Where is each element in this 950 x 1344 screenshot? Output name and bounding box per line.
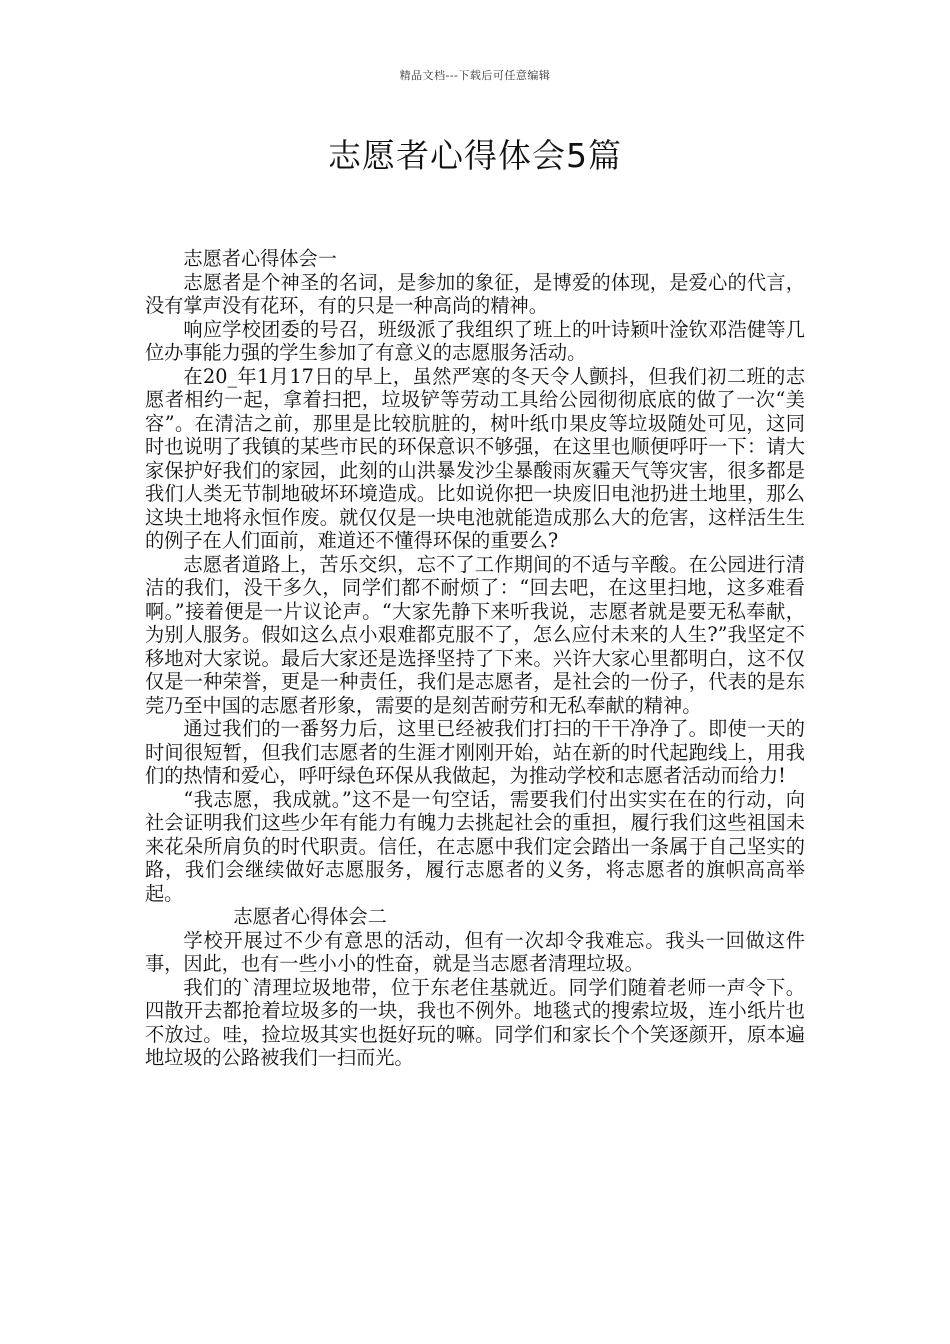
document-title: 志愿者心得体会5篇 (328, 136, 622, 175)
section-heading-2: 志愿者心得体会二 (233, 905, 387, 928)
document-body (145, 247, 805, 1070)
section-heading-1: 志愿者心得体会一 (183, 247, 337, 270)
paragraph: 我们的`清理垃圾地带，位于东老住基就近。同学们随着老师一声令下。四散开去都抢着垃圾多的一块，我也不例外。地毯式的搜索垃圾，连小纸片也不放过。哇，捡垃圾其实也挺好玩的嘛。同学们和家长个个笑逐颜开，原本遍地垃圾的公路被我们一扫而光。 (145, 975, 805, 1069)
paragraph: 响应学校团委的号召，班级派了我组织了班上的叶诗颖叶淦钦邓浩健等几位办事能力强的学生参加了有意义的志愿服务活动。 (145, 317, 805, 364)
page-header-note: 精品文档---下载后可任意编辑 (399, 69, 551, 82)
paragraph: 志愿者道路上，苦乐交织，忘不了工作期间的不适与辛酸。在公园进行清洁的我们，没干多久，同学们都不耐烦了：“回去吧，在这里扫地，这多难看啊。”接着便是一片议论声。“大家先静下来听我说，志愿者就是要无私奉献，为别人服务。假如这么点小艰难都克服不了，怎么应付未来的人生?”我坚定不移地对大家说。最后大家还是选择坚持了下来。兴许大家心里都明白，这不仅仅是一种荣誉，更是一种责任，我们是志愿者，是社会的一份子，代表的是东莞乃至中国的志愿者形象，需要的是刻苦耐劳和无私奉献的精神。 (145, 552, 805, 717)
paragraph: 通过我们的一番努力后，这里已经被我们打扫的干干净净了。即使一天的时间很短暂，但我们志愿者的生涯才刚刚开始，站在新的时代起跑线上，用我们的热情和爱心，呼吁绿色环保从我做起，为推动学校和志愿者活动而给力! (145, 717, 805, 787)
paragraph: 志愿者是个神圣的名词，是参加的象征，是博爱的体现，是爱心的代言，没有掌声没有花环，有的只是一种高尚的精神。 (145, 270, 805, 317)
paragraph: “我志愿，我成就。”这不是一句空话，需要我们付出实实在在的行动，向社会证明我们这些少年有能力有魄力去挑起社会的重担，履行我们这些祖国未来花朵所肩负的时代职责。信任，在志愿中我们定会踏出一条属于自己坚实的路，我们会继续做好志愿服务，履行志愿者的义务，将志愿者的旗帜高高举起。 (145, 787, 805, 905)
paragraph: 在20_年1月17日的早上，虽然严寒的冬天令人颤抖，但我们初二班的志愿者相约一起，拿着扫把，垃圾铲等劳动工具给公园彻彻底底的做了一次“美容”。在清洁之前，那里是比较肮脏的，树叶纸巾果皮等垃圾随处可见，这同时也说明了我镇的某些市民的环保意识不够强，在这里也顺便呼吁一下：请大家保护好我们的家园，此刻的山洪暴发沙尘暴酸雨灰霾天气等灾害，很多都是我们人类无节制地破坏环境造成。比如说你把一块废旧电池扔进土地里，那么这块土地将永恒作废。就仅仅是一块电池就能造成那么大的危害，这样活生生的例子在人们面前，难道还不懂得环保的重要么? (145, 364, 805, 552)
paragraph: 学校开展过不少有意思的活动，但有一次却令我难忘。我头一回做这件事，因此，也有一些小小的性奋，就是当志愿者清理垃圾。 (145, 928, 805, 975)
